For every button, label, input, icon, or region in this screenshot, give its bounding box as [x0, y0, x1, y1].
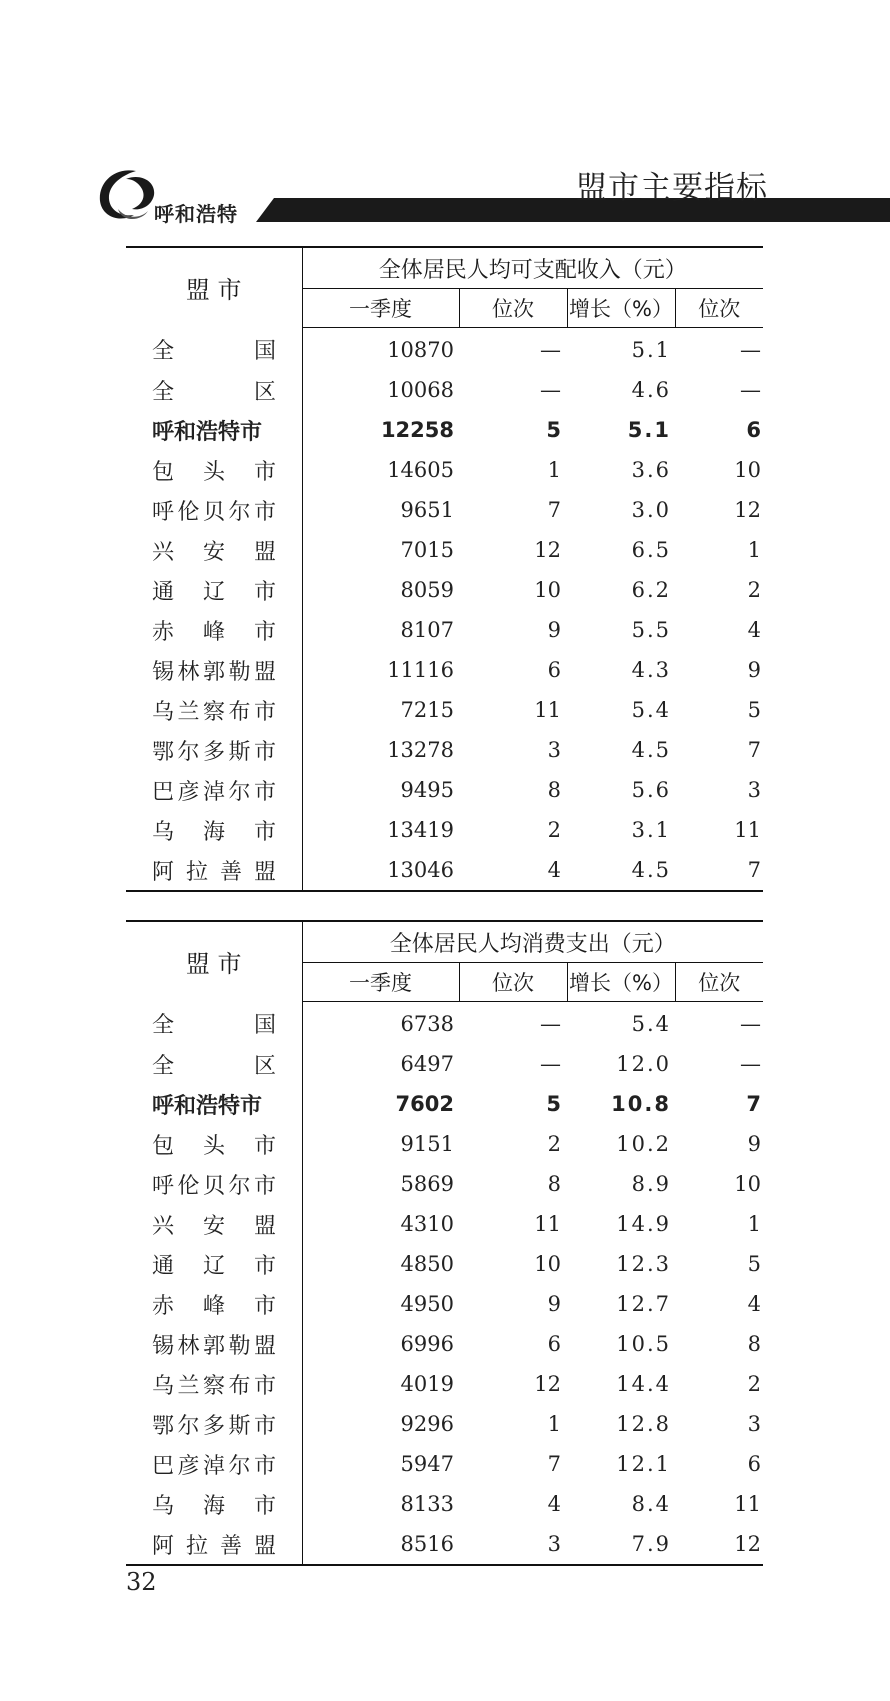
rank-cell: 6: [547, 1332, 561, 1356]
growth-rank-cell: 6: [746, 418, 762, 442]
growth-rank-cell: 7: [746, 1092, 762, 1116]
value-cell: 7015: [400, 538, 454, 562]
rank-cell: 4: [547, 1492, 561, 1516]
region-name: 呼 伦 贝 尔 市: [152, 499, 276, 525]
table-row: [126, 1244, 763, 1284]
region-name-cell: [126, 1084, 302, 1124]
growth-cell: 6.2: [631, 578, 671, 602]
growth-rank-cell: 5: [747, 1252, 762, 1276]
income-group-header: 全体居民人均可支配收入（元）: [302, 247, 763, 289]
value-cell: 10870: [387, 338, 454, 362]
rank-cell: 7: [547, 498, 561, 522]
value-cell: 13278: [387, 738, 454, 762]
column-header-growth-rank: 位次: [675, 289, 763, 328]
growth-cell: 5.1: [631, 338, 671, 362]
region-name: 乌 海 市: [152, 819, 276, 845]
region-name: 巴 彦 淖 尔 市: [152, 779, 276, 805]
table-row: [126, 490, 763, 530]
region-name: 鄂 尔 多 斯 市: [152, 739, 276, 765]
value-cell: 13046: [302, 850, 459, 891]
rank-cell: 12: [534, 538, 561, 562]
consumption-table: [126, 920, 763, 1566]
table-row: [126, 1404, 763, 1444]
region-name-cell: [126, 810, 302, 850]
region-column-header: 盟 市: [126, 921, 302, 1002]
growth-rank-cell: 5: [747, 698, 762, 722]
value-cell: 11116: [387, 658, 454, 682]
value-cell: 5869: [400, 1172, 454, 1196]
growth-cell: 10.8: [611, 1092, 671, 1116]
swirl-logo-icon: [96, 165, 158, 223]
table-row: [126, 810, 763, 850]
rank-cell: —: [540, 378, 561, 402]
column-header-growth-rank: 位次: [675, 963, 763, 1002]
rank-cell: 1: [547, 1412, 561, 1436]
growth-cell: 3.0: [631, 498, 671, 522]
page-number: 32: [126, 1568, 157, 1596]
rank-cell: 11: [534, 698, 561, 722]
growth-cell: 10.2: [616, 1132, 671, 1156]
value-cell: 4950: [400, 1292, 454, 1316]
growth-rank-cell: 7: [675, 850, 763, 891]
region-name-cell: [126, 328, 302, 371]
growth-cell: 14.9: [616, 1212, 671, 1236]
region-name-cell: [126, 1204, 302, 1244]
region-name: 全 国: [152, 339, 276, 365]
rank-cell: 8: [547, 1172, 561, 1196]
growth-cell: 5.4: [631, 1012, 671, 1036]
region-name: 包 头 市: [152, 1133, 276, 1159]
growth-rank-cell: 3: [747, 1412, 762, 1436]
table-row: [126, 1524, 763, 1565]
growth-rank-cell: 10: [734, 458, 762, 482]
growth-rank-cell: 12: [734, 498, 762, 522]
region-name-cell: [126, 1044, 302, 1084]
region-name: 全 区: [152, 1053, 276, 1079]
value-cell: 10068: [387, 378, 454, 402]
column-header-growth: 增长（%）: [567, 289, 675, 328]
growth-cell: 5.6: [631, 778, 671, 802]
value-cell: 6996: [400, 1332, 454, 1356]
rank-cell: 6: [547, 658, 561, 682]
value-cell: 12258: [380, 418, 454, 442]
growth-rank-cell: 12: [675, 1524, 763, 1565]
region-name-cell: [126, 1484, 302, 1524]
table-row: [126, 690, 763, 730]
growth-cell: 6.5: [631, 538, 671, 562]
region-name: 全 国: [152, 1013, 276, 1039]
region-name: 呼 伦 贝 尔 市: [152, 1173, 276, 1199]
region-name: 兴 安 盟: [152, 539, 276, 565]
region-name-cell: [126, 450, 302, 490]
growth-rank-cell: 4: [747, 618, 762, 642]
growth-cell: 4.5: [631, 738, 671, 762]
rank-cell: 12: [534, 1372, 561, 1396]
value-cell: 4310: [400, 1212, 454, 1236]
region-name: 乌 兰 察 布 市: [152, 1373, 276, 1399]
table-row: [126, 530, 763, 570]
table-row: [126, 1164, 763, 1204]
table-row: [126, 730, 763, 770]
region-name: 锡 林 郭 勒 盟: [152, 659, 276, 685]
region-name: 兴 安 盟: [152, 1213, 276, 1239]
region-name-cell: [126, 410, 302, 450]
page-header: [96, 150, 890, 230]
region-name-cell: [126, 1002, 302, 1045]
growth-rank-cell: 2: [747, 1372, 762, 1396]
growth-cell: 5.4: [631, 698, 671, 722]
region-name-cell: [126, 1364, 302, 1404]
growth-rank-cell: —: [740, 338, 762, 362]
rank-cell: 10: [534, 578, 561, 602]
table-row: [126, 1484, 763, 1524]
table-row: [126, 1364, 763, 1404]
growth-cell: 5.1: [627, 418, 671, 442]
growth-rank-cell: —: [740, 1052, 762, 1076]
section-title: 盟市主要指标: [576, 170, 768, 206]
region-name-cell: [126, 1124, 302, 1164]
rank-cell: 9: [547, 1292, 561, 1316]
table-row: [126, 1002, 763, 1045]
value-cell: 6738: [400, 1012, 454, 1036]
value-cell: 14605: [387, 458, 454, 482]
growth-rank-cell: —: [740, 1012, 762, 1036]
growth-cell: 12.8: [616, 1412, 671, 1436]
rank-cell: 8: [547, 778, 561, 802]
region-name: 锡 林 郭 勒 盟: [152, 1333, 276, 1359]
table-row: [126, 450, 763, 490]
region-name-cell: [126, 610, 302, 650]
region-name: 乌 海 市: [152, 1493, 276, 1519]
rank-cell: 3: [459, 1524, 567, 1565]
growth-rank-cell: 8: [747, 1332, 762, 1356]
region-name: 阿 拉 善 盟: [152, 859, 276, 885]
table-row: [126, 1124, 763, 1164]
region-name: 乌 兰 察 布 市: [152, 699, 276, 725]
region-name-cell: [126, 570, 302, 610]
region-name: 呼和浩特市: [152, 1093, 263, 1119]
region-name-cell: [126, 1324, 302, 1364]
table-row: [126, 850, 763, 891]
region-name-cell: [126, 1404, 302, 1444]
growth-rank-cell: 4: [747, 1292, 762, 1316]
region-name: 阿 拉 善 盟: [152, 1533, 276, 1559]
growth-rank-cell: 7: [747, 738, 762, 762]
growth-cell: 12.0: [616, 1052, 671, 1076]
header-banner-bar: [256, 198, 890, 222]
value-cell: 7602: [395, 1092, 454, 1116]
column-header-rank: 位次: [459, 963, 567, 1002]
growth-rank-cell: 2: [747, 578, 762, 602]
region-column-header: 盟 市: [126, 247, 302, 328]
rank-cell: 5: [546, 418, 561, 442]
column-header-quarter: 一季度: [302, 963, 459, 1002]
table-row: [126, 1284, 763, 1324]
region-name-cell: [126, 650, 302, 690]
column-header-quarter: 一季度: [302, 289, 459, 328]
growth-cell: 12.7: [616, 1292, 671, 1316]
growth-cell: 10.5: [616, 1332, 671, 1356]
growth-rank-cell: 11: [734, 1492, 762, 1516]
region-name-cell: [126, 1244, 302, 1284]
value-cell: 6497: [400, 1052, 454, 1076]
rank-cell: 10: [534, 1252, 561, 1276]
growth-cell: 4.3: [631, 658, 671, 682]
value-cell: 13419: [387, 818, 454, 842]
rank-cell: 4: [459, 850, 567, 891]
region-name-cell: [126, 730, 302, 770]
table-row: [126, 328, 763, 371]
table-row: [126, 1084, 763, 1124]
value-cell: 9296: [400, 1412, 454, 1436]
region-name: 巴 彦 淖 尔 市: [152, 1453, 276, 1479]
table-row: [126, 1324, 763, 1364]
region-name: 鄂 尔 多 斯 市: [152, 1413, 276, 1439]
value-cell: 8516: [302, 1524, 459, 1565]
region-name: 全 区: [152, 379, 276, 405]
growth-cell: 7.9: [567, 1524, 675, 1565]
table-row: [126, 770, 763, 810]
rank-cell: —: [540, 1012, 561, 1036]
growth-rank-cell: 6: [747, 1452, 762, 1476]
region-name-cell: [126, 690, 302, 730]
value-cell: 8133: [400, 1492, 454, 1516]
table-row: [126, 1204, 763, 1244]
growth-rank-cell: 10: [734, 1172, 762, 1196]
region-name-cell: [126, 490, 302, 530]
value-cell: 9151: [400, 1132, 454, 1156]
value-cell: 9495: [400, 778, 454, 802]
region-name-cell: [126, 370, 302, 410]
growth-cell: 3.6: [631, 458, 671, 482]
region-name-cell: [126, 530, 302, 570]
value-cell: 8059: [400, 578, 454, 602]
region-name: 赤 峰 市: [152, 619, 276, 645]
rank-cell: 9: [547, 618, 561, 642]
growth-cell: 12.1: [616, 1452, 671, 1476]
region-name: 通 辽 市: [152, 579, 276, 605]
table-row: [126, 410, 763, 450]
region-name-cell: [126, 1284, 302, 1324]
rank-cell: 1: [547, 458, 561, 482]
column-header-rank: 位次: [459, 289, 567, 328]
growth-cell: 4.5: [567, 850, 675, 891]
region-name: 呼和浩特市: [152, 419, 263, 445]
region-name-cell: [126, 850, 302, 891]
rank-cell: —: [540, 1052, 561, 1076]
table-row: [126, 1444, 763, 1484]
region-name-cell: [126, 1164, 302, 1204]
table-row: [126, 570, 763, 610]
growth-rank-cell: 1: [747, 538, 762, 562]
growth-rank-cell: —: [740, 378, 762, 402]
brand-name: 呼和浩特: [154, 202, 238, 226]
value-cell: 9651: [400, 498, 454, 522]
value-cell: 8107: [400, 618, 454, 642]
rank-cell: 2: [547, 818, 561, 842]
growth-cell: 4.6: [631, 378, 671, 402]
income-table: [126, 246, 763, 892]
rank-cell: 7: [547, 1452, 561, 1476]
rank-cell: 3: [547, 738, 561, 762]
region-name: 通 辽 市: [152, 1253, 276, 1279]
rank-cell: 2: [547, 1132, 561, 1156]
column-header-growth: 增长（%）: [567, 963, 675, 1002]
value-cell: 4850: [400, 1252, 454, 1276]
rank-cell: 5: [546, 1092, 561, 1116]
growth-cell: 12.3: [616, 1252, 671, 1276]
value-cell: 7215: [400, 698, 454, 722]
region-name: 赤 峰 市: [152, 1293, 276, 1319]
table-row: [126, 370, 763, 410]
growth-cell: 8.9: [631, 1172, 671, 1196]
growth-cell: 5.5: [631, 618, 671, 642]
table-row: [126, 610, 763, 650]
value-cell: 4019: [400, 1372, 454, 1396]
region-name-cell: [126, 1444, 302, 1484]
growth-cell: 8.4: [631, 1492, 671, 1516]
growth-cell: 3.1: [631, 818, 671, 842]
region-name-cell: [126, 1524, 302, 1565]
growth-cell: 14.4: [616, 1372, 671, 1396]
growth-rank-cell: 3: [747, 778, 762, 802]
table-row: [126, 650, 763, 690]
consumption-group-header: 全体居民人均消费支出（元）: [302, 921, 763, 963]
rank-cell: —: [540, 338, 561, 362]
region-name: 包 头 市: [152, 459, 276, 485]
growth-rank-cell: 9: [747, 658, 762, 682]
table-row: [126, 1044, 763, 1084]
region-name-cell: [126, 770, 302, 810]
growth-rank-cell: 1: [747, 1212, 762, 1236]
value-cell: 5947: [400, 1452, 454, 1476]
growth-rank-cell: 11: [734, 818, 762, 842]
rank-cell: 11: [534, 1212, 561, 1236]
growth-rank-cell: 9: [747, 1132, 762, 1156]
